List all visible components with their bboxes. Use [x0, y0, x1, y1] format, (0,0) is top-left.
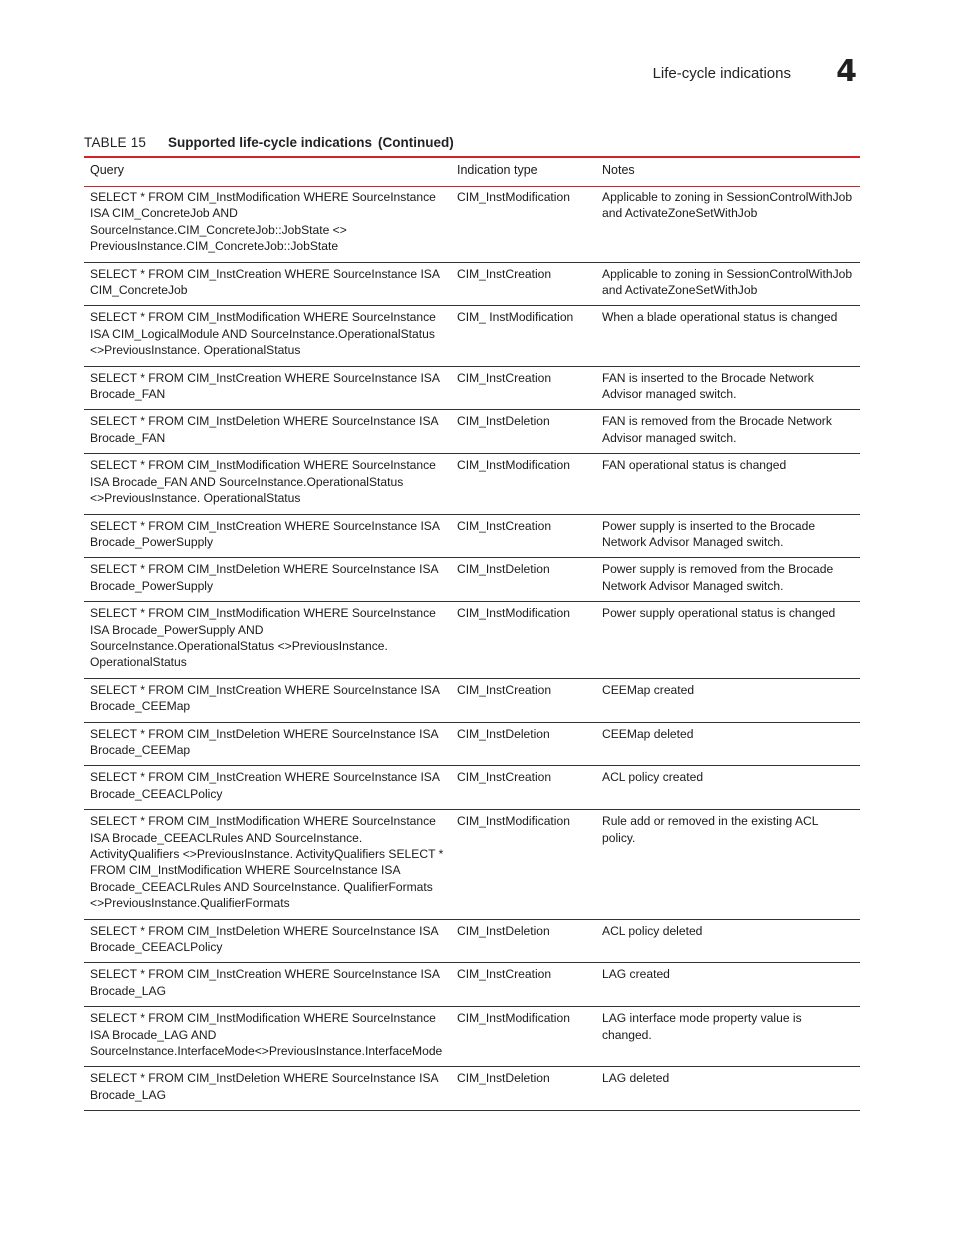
query-cell: SELECT * FROM CIM_InstDeletion WHERE SourceInstance ISA Brocade_PowerSupply [84, 558, 451, 602]
query-cell: SELECT * FROM CIM_InstCreation WHERE SourceInstance ISA Brocade_CEEMap [84, 678, 451, 722]
notes-cell: Power supply is removed from the Brocade Network Advisor Managed switch. [596, 558, 860, 602]
indication-type-cell: CIM_InstCreation [451, 366, 596, 410]
query-cell: SELECT * FROM CIM_InstDeletion WHERE SourceInstance ISA Brocade_FAN [84, 410, 451, 454]
indications-table-container [84, 156, 860, 1111]
table-row [84, 602, 860, 679]
notes-cell: FAN is removed from the Brocade Network Advisor managed switch. [596, 410, 860, 454]
notes-cell: ACL policy deleted [596, 919, 860, 963]
indication-type-cell: CIM_InstCreation [451, 678, 596, 722]
notes-cell: Power supply is inserted to the Brocade Network Advisor Managed switch. [596, 514, 860, 558]
table-row [84, 963, 860, 1007]
indication-type-cell: CIM_InstDeletion [451, 1067, 596, 1111]
query-cell: SELECT * FROM CIM_InstDeletion WHERE SourceInstance ISA Brocade_CEEMap [84, 722, 451, 766]
query-cell: SELECT * FROM CIM_InstCreation WHERE SourceInstance ISA Brocade_CEEACLPolicy [84, 766, 451, 810]
query-cell: SELECT * FROM CIM_InstCreation WHERE SourceInstance ISA Brocade_PowerSupply [84, 514, 451, 558]
query-cell: SELECT * FROM CIM_InstModification WHERE SourceInstance ISA CIM_LogicalModule AND SourceInstance.OperationalStatus <>PreviousInstance. OperationalStatus [84, 306, 451, 366]
indication-type-cell: CIM_InstCreation [451, 766, 596, 810]
indication-type-cell: CIM_InstCreation [451, 963, 596, 1007]
table-row [84, 766, 860, 810]
table-title: Supported life-cycle indications [168, 135, 373, 150]
notes-cell: Power supply operational status is changed [596, 602, 860, 679]
indication-type-cell: CIM_InstModification [451, 810, 596, 919]
query-cell: SELECT * FROM CIM_InstCreation WHERE SourceInstance ISA Brocade_LAG [84, 963, 451, 1007]
table-row [84, 678, 860, 722]
notes-cell: CEEMap deleted [596, 722, 860, 766]
indications-table [84, 156, 860, 1111]
indication-type-cell: CIM_InstCreation [451, 514, 596, 558]
table-caption [84, 135, 860, 150]
notes-cell: ACL policy created [596, 766, 860, 810]
table-title-suffix: (Continued) [378, 135, 454, 150]
table-row [84, 1067, 860, 1111]
column-header-notes: Notes [596, 157, 860, 187]
table-row [84, 919, 860, 963]
table-body [84, 187, 860, 1111]
indication-type-cell: CIM_InstModification [451, 602, 596, 679]
notes-cell: When a blade operational status is changed [596, 306, 860, 366]
table-row [84, 262, 860, 306]
query-cell: SELECT * FROM CIM_InstDeletion WHERE SourceInstance ISA Brocade_LAG [84, 1067, 451, 1111]
table-row [84, 1007, 860, 1067]
query-cell: SELECT * FROM CIM_InstModification WHERE SourceInstance ISA Brocade_FAN AND SourceInstance.OperationalStatus <>PreviousInstance. OperationalStatus [84, 454, 451, 514]
indication-type-cell: CIM_InstModification [451, 187, 596, 263]
indication-type-cell: CIM_InstDeletion [451, 410, 596, 454]
section-title: Life-cycle indications [652, 65, 791, 82]
notes-cell: LAG deleted [596, 1067, 860, 1111]
query-cell: SELECT * FROM CIM_InstDeletion WHERE SourceInstance ISA Brocade_CEEACLPolicy [84, 919, 451, 963]
indication-type-cell: CIM_InstDeletion [451, 919, 596, 963]
table-row [84, 366, 860, 410]
query-cell: SELECT * FROM CIM_InstCreation WHERE SourceInstance ISA CIM_ConcreteJob [84, 262, 451, 306]
column-header-indication-type: Indication type [451, 157, 596, 187]
notes-cell: FAN is inserted to the Brocade Network Advisor managed switch. [596, 366, 860, 410]
query-cell: SELECT * FROM CIM_InstModification WHERE SourceInstance ISA Brocade_LAG AND SourceInstance.InterfaceMode<>PreviousInstance.InterfaceMode [84, 1007, 451, 1067]
table-row [84, 514, 860, 558]
indication-type-cell: CIM_InstModification [451, 1007, 596, 1067]
table-header-row [84, 157, 860, 187]
query-cell: SELECT * FROM CIM_InstModification WHERE SourceInstance ISA Brocade_PowerSupply AND SourceInstance.OperationalStatus <>PreviousInstance. OperationalStatus [84, 602, 451, 679]
table-row [84, 187, 860, 263]
notes-cell: Rule add or removed in the existing ACL policy. [596, 810, 860, 919]
notes-cell: LAG created [596, 963, 860, 1007]
query-cell: SELECT * FROM CIM_InstModification WHERE SourceInstance ISA Brocade_CEEACLRules AND SourceInstance. ActivityQualifiers <>PreviousInstance. ActivityQualifiers SELECT * FROM CIM_InstModification WHERE SourceInstance ISA Brocade_CEEACLRules AND SourceInstance. QualifierFormats <>PreviousInstance.QualifierFormats [84, 810, 451, 919]
table-row [84, 558, 860, 602]
notes-cell: Applicable to zoning in SessionControlWithJob and ActivateZoneSetWithJob [596, 262, 860, 306]
notes-cell: Applicable to zoning in SessionControlWithJob and ActivateZoneSetWithJob [596, 187, 860, 263]
indication-type-cell: CIM_ InstModification [451, 306, 596, 366]
table-row [84, 410, 860, 454]
notes-cell: LAG interface mode property value is changed. [596, 1007, 860, 1067]
table-row [84, 810, 860, 919]
indication-type-cell: CIM_InstDeletion [451, 558, 596, 602]
query-cell: SELECT * FROM CIM_InstModification WHERE SourceInstance ISA CIM_ConcreteJob AND SourceInstance.CIM_ConcreteJob::JobState <> PreviousInstance.CIM_ConcreteJob::JobState [84, 187, 451, 263]
table-row [84, 306, 860, 366]
column-header-query: Query [84, 157, 451, 187]
table-label: TABLE 15 [84, 135, 147, 150]
query-cell: SELECT * FROM CIM_InstCreation WHERE SourceInstance ISA Brocade_FAN [84, 366, 451, 410]
chapter-number: 4 [836, 54, 857, 89]
table-row [84, 454, 860, 514]
notes-cell: FAN operational status is changed [596, 454, 860, 514]
notes-cell: CEEMap created [596, 678, 860, 722]
table-row [84, 722, 860, 766]
indication-type-cell: CIM_InstCreation [451, 262, 596, 306]
indication-type-cell: CIM_InstDeletion [451, 722, 596, 766]
indication-type-cell: CIM_InstModification [451, 454, 596, 514]
page-header [0, 56, 954, 96]
